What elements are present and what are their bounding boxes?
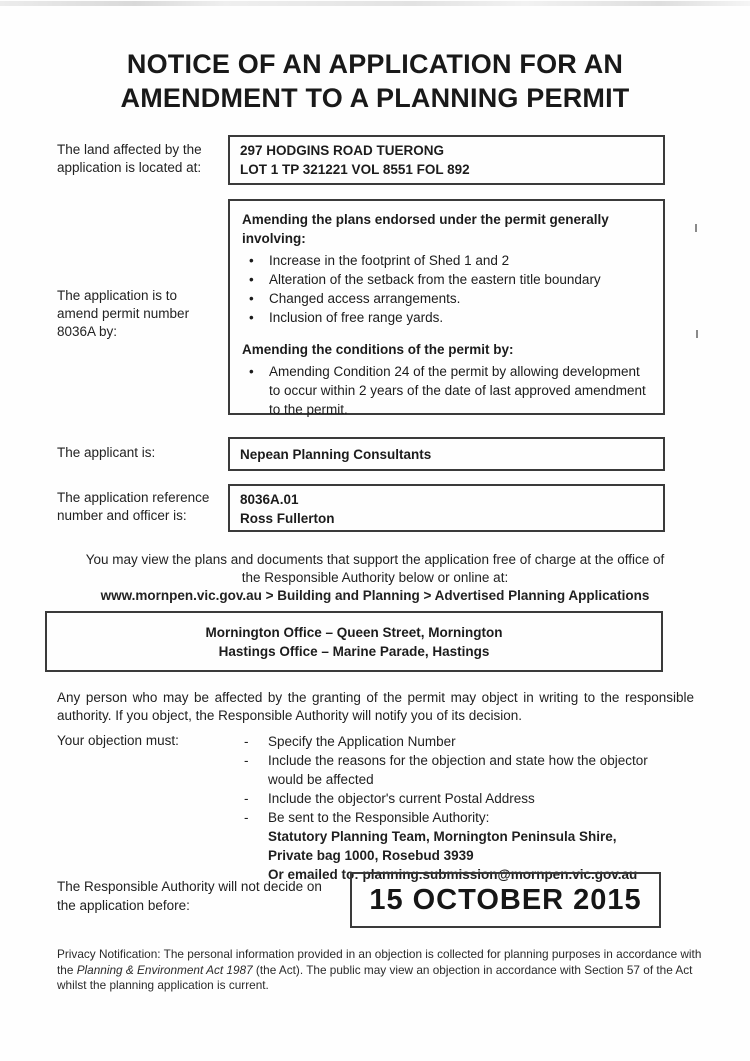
objection-label: Your objection must: [57, 733, 179, 748]
applicant-value: Nepean Planning Consultants [240, 447, 432, 462]
land-address-box [228, 135, 665, 185]
scan-artifact-mark [696, 330, 698, 338]
reference-label: The application reference number and officer is: [57, 490, 210, 523]
plans-bullet-item [242, 308, 651, 327]
applicant-label: The applicant is: [57, 445, 156, 460]
page-title [0, 47, 750, 115]
spacer [242, 327, 651, 340]
plans-bullet-text: Increase in the footprint of Shed 1 and 2 [269, 253, 510, 268]
land-address-line2: LOT 1 TP 321221 VOL 8551 FOL 892 [240, 162, 470, 177]
conditions-bullet-item [242, 362, 651, 419]
plans-heading: Amending the plans endorsed under the permit generally involving: [242, 212, 609, 246]
amendment-details-box [228, 199, 665, 415]
bullet-icon: • [249, 364, 254, 379]
plans-bullet-item [242, 251, 651, 270]
objection-item-text: Include the objector's current Postal Address [268, 791, 535, 806]
objection-list [240, 732, 678, 884]
land-label: The land affected by the application is located at: [57, 142, 202, 175]
office-hastings: Hastings Office – Marine Parade, Hastings [218, 643, 490, 659]
reference-officer: Ross Fullerton [240, 511, 335, 526]
scan-artifact-mark [695, 224, 697, 232]
reference-box [228, 484, 665, 532]
viewing-url-path: www.mornpen.vic.gov.au > Building and Planning > Advertised Planning Applications [100, 588, 650, 603]
scan-artifact-bar [0, 1, 750, 6]
objection-item [240, 789, 678, 808]
bullet-icon: • [249, 291, 254, 306]
privacy-notification [57, 947, 705, 994]
objection-item [240, 751, 678, 789]
office-mornington: Mornington Office – Queen Street, Mornington [205, 624, 503, 640]
amendment-label: The application is to amend permit number 8036A by: [57, 288, 190, 339]
authority-address-line1: Statutory Planning Team, Mornington Peninsula Shire, [268, 829, 617, 844]
decision-date-box [350, 872, 661, 928]
objection-item [240, 732, 678, 751]
dash-icon: - [244, 734, 249, 749]
decision-label: The Responsible Authority will not decide on the application before: [57, 879, 322, 913]
dash-icon: - [244, 810, 249, 825]
viewing-line1: You may view the plans and documents that support the application free of charge at the office of [85, 552, 665, 567]
objection-item-text: Specify the Application Number [268, 734, 456, 749]
land-address-line1: 297 HODGINS ROAD TUERONG [240, 143, 445, 158]
plans-bullet-text: Changed access arrangements. [269, 291, 461, 306]
privacy-act-name: Planning & Environment Act 1987 [76, 962, 253, 977]
viewing-line2: the Responsible Authority below or online at: [241, 570, 509, 585]
privacy-text-prefix: Privacy Notification: The personal information provided in an objection is collected for planning purposes in accordance with the [57, 947, 702, 977]
decision-date: 15 OCTOBER 2015 [369, 883, 642, 916]
objection-item-text: Include the reasons for the objection and state how the objector would be affected [268, 753, 648, 787]
privacy-text-suffix: (the Act). The public may view an objection in accordance with Section 57 of the Act whilst the planning application is current. [57, 962, 693, 992]
objection-intro: Any person who may be affected by the granting of the permit may object in writing to the responsible authority. If you object, the Responsible Authority will notify you of its decision. [57, 690, 694, 723]
bullet-icon: • [249, 310, 254, 325]
plans-bullet-text: Alteration of the setback from the eastern title boundary [269, 272, 601, 287]
offices-box [45, 611, 663, 672]
page-title-line1: NOTICE OF AN APPLICATION FOR AN [126, 49, 624, 79]
bullet-icon: • [249, 272, 254, 287]
dash-icon: - [244, 791, 249, 806]
conditions-heading: Amending the conditions of the permit by: [242, 342, 514, 357]
applicant-box [228, 437, 665, 471]
objection-item-text: Be sent to the Responsible Authority: [268, 810, 490, 825]
dash-icon: - [244, 753, 249, 768]
bullet-icon: • [249, 253, 254, 268]
conditions-bullet-text: Amending Condition 24 of the permit by allowing development to occur within 2 years of the date of last approved amendment to the permit. [269, 364, 646, 417]
authority-email-line: Or emailed to: planning.submission@mornpen.vic.gov.au [268, 867, 638, 882]
plans-bullet-item [242, 270, 651, 289]
objection-item [240, 808, 678, 827]
plans-bullet-item [242, 289, 651, 308]
page-title-line2: AMENDMENT TO A PLANNING PERMIT [120, 83, 630, 113]
viewing-info [40, 551, 710, 605]
authority-address-line2: Private bag 1000, Rosebud 3939 [268, 848, 474, 863]
reference-number: 8036A.01 [240, 492, 299, 507]
plans-bullet-text: Inclusion of free range yards. [269, 310, 444, 325]
